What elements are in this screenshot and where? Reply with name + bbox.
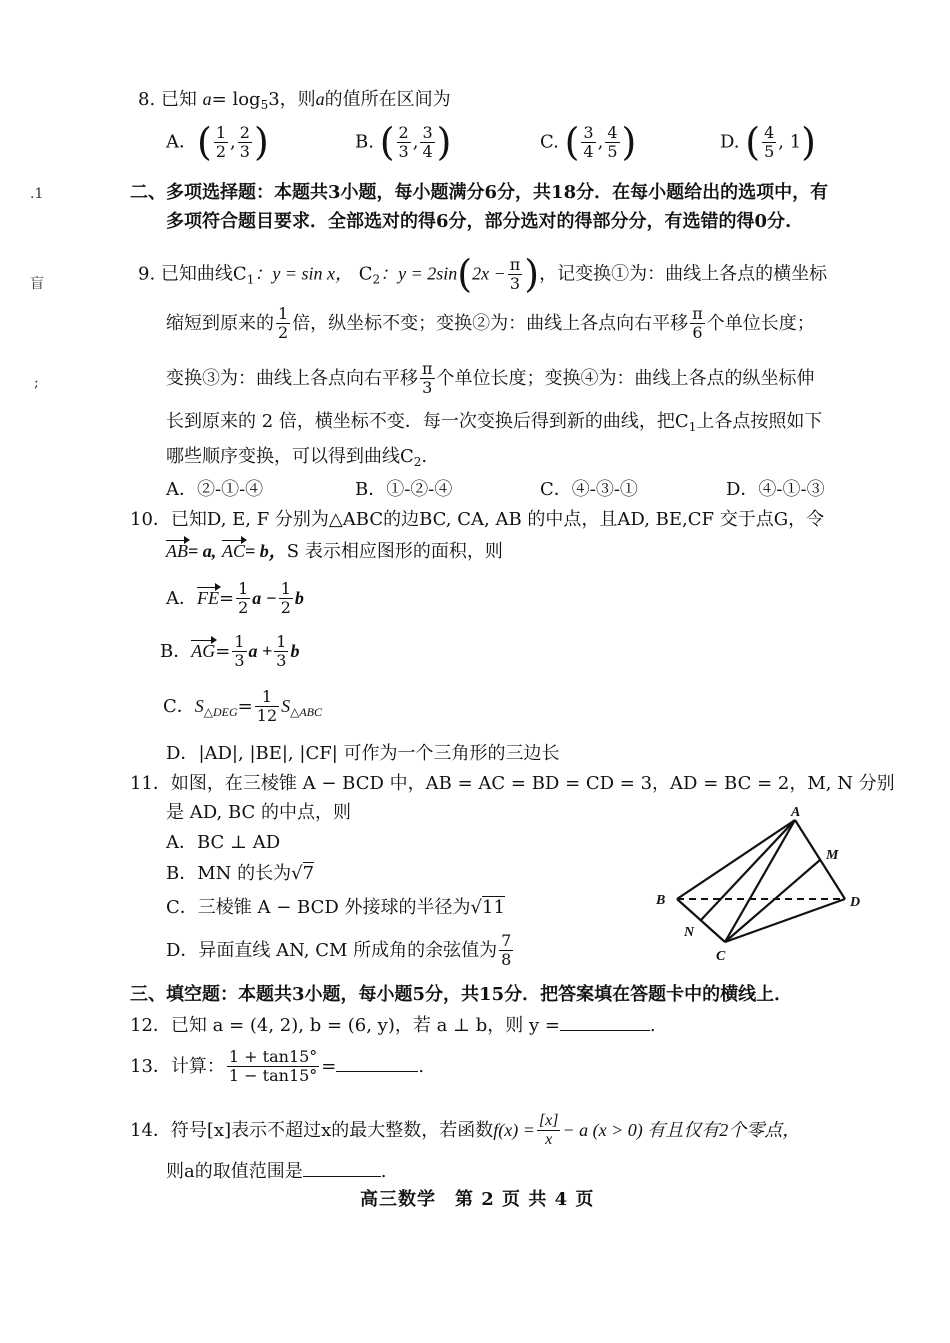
q10-line1: 10．已知D, E, F 分别为△ABC的边BC, CA, AB 的中点，且AD, BE,CF 交于点G，令	[130, 509, 825, 530]
q11-option-a: A．BC ⊥ AD	[166, 832, 281, 853]
section2-line1: 二、多项选择题：本题共3小题，每小题满分6分，共18分．在每小题给出的选项中，有	[130, 182, 829, 203]
segment-cm	[725, 860, 820, 942]
q13-number: 13．	[130, 1055, 171, 1077]
section2-line2: 多项符合题目要求．全部选对的得6分，部分选对的得部分分，有选错的得0分.	[166, 211, 792, 232]
q14-line1: 14．符号[x]表示不超过x的最大整数，若函数f(x) = $\frac{[x]}{x}$ − a (x > 0) 有且仅有2个零点，	[130, 1112, 801, 1149]
edge-ac	[725, 820, 795, 942]
q10-option-d: D．|AD|, |BE|, |CF| 可作为一个三角形的三边长	[166, 743, 560, 764]
q9-number: 9.	[138, 263, 156, 285]
q8-arg: 3	[268, 89, 280, 110]
q8-stem-end: 的值所在区间为	[324, 89, 451, 110]
q14-number: 14．	[130, 1119, 171, 1141]
label-n: N	[684, 925, 695, 940]
margin-mark-1: .1	[30, 186, 44, 202]
q8-b-label: B.	[355, 131, 374, 153]
q9-line4: 长到原来的 2 倍，横坐标不变．每一次变换后得到新的曲线，把$C_1$上各点按照如下	[166, 411, 823, 434]
q11-option-d: D．异面直线 AN, CM 所成角的余弦值为 $\frac{7}{8}$	[166, 931, 512, 970]
q10-line2: AB= a, AC= b，S 表示相应图形的面积，则	[166, 541, 503, 562]
q8-var-a: a	[202, 89, 212, 109]
edge-ab	[677, 820, 795, 899]
page-footer: 高三数学 第 2 页 共 4 页	[360, 1189, 595, 1210]
q12-answer-blank[interactable]	[560, 1014, 650, 1031]
q10-option-c: C．$S_{\triangle DEG}=$ $\frac{1}{12}$ $S_{\triangle ABC}$	[163, 687, 323, 726]
margin-mark-2: 盲	[30, 276, 44, 292]
q8-d-label: D.	[720, 131, 740, 153]
label-m: M	[826, 848, 839, 863]
q8-option-c: C. ( $\frac{3}{4}$ , $\frac{4}{5}$ )	[540, 120, 637, 164]
q8-c-label: C.	[540, 131, 559, 153]
q11-line2: 是 AD, BC 的中点，则	[166, 802, 352, 823]
q13: 13．计算： $\frac{1 + \tan 15^\circ}{1 - \tan 15^\circ}$ = .	[130, 1047, 425, 1086]
q9-option-b: B．①-②-④	[355, 479, 453, 500]
q8-base: 5	[260, 98, 269, 112]
label-b: B	[656, 893, 666, 908]
q9-line5: 哪些顺序变换，可以得到曲线$C_2$.	[166, 446, 428, 469]
edge-cd	[725, 899, 845, 942]
margin-mark-3: ;	[34, 375, 39, 391]
q12-number: 12．	[130, 1015, 171, 1036]
tetrahedron-figure	[650, 800, 880, 970]
q9-option-a: A．②-①-④	[166, 479, 264, 500]
q8-number: 8.	[138, 89, 156, 110]
label-d: D	[850, 895, 861, 910]
q8-option-a: A．( $\frac{1}{2}$ , $\frac{2}{3}$ )	[166, 120, 269, 164]
segment-an	[701, 820, 795, 920]
section3-header: 三、填空题：本题共3小题，每小题5分，共15分．把答案填在答题卡中的横线上．	[130, 984, 793, 1005]
q9-option-c: C．④-③-①	[540, 479, 638, 500]
q13-answer-blank[interactable]	[336, 1055, 418, 1072]
label-c: C	[716, 949, 726, 964]
q9-line1: 9. 已知曲线$C_1$：y = sin x， $C_2$：y = 2sin(2x − $\frac{\pi}{3}$ )，记变换①为：曲线上各点的横坐标	[138, 252, 828, 296]
q10-number: 10．	[130, 509, 171, 530]
q14-answer-blank[interactable]	[303, 1160, 381, 1177]
q8-stem	[138, 88, 451, 114]
q11-line1: 11．如图，在三棱锥 A − BCD 中，AB = AC = BD = CD = 3，AD = BC = 2，M, N 分别	[130, 773, 895, 794]
q14-line2: 则a的取值范围是 .	[166, 1161, 387, 1182]
q10-option-b: B．AG= $\frac{1}{3}$ a + $\frac{1}{3}$ b	[160, 632, 300, 671]
q8-var-a2: a	[315, 89, 325, 109]
q8-eq: = log	[211, 89, 261, 110]
q10-option-a: A．FE= $\frac{1}{2}$ a − $\frac{1}{2}$ b	[166, 579, 304, 618]
q9-line3: 变换③为：曲线上各点向右平移 $\frac{\pi}{3}$ 个单位长度；变换④为：曲线上各点的纵坐标伸	[166, 359, 815, 398]
q9-line2: 缩短到原来的 $\frac{1}{2}$ 倍，纵坐标不变；变换②为：曲线上各点向右平移 $\frac{\pi}{6}$ 个单位长度；	[166, 304, 815, 343]
q11-option-b: B．MN 的长为√7	[166, 863, 315, 884]
q8-a-label: A．	[166, 131, 197, 153]
q11-option-c: C．三棱锥 A − BCD 外接球的半径为√11	[166, 897, 505, 918]
q8-stem-mid: ，则	[279, 89, 316, 110]
q8-option-d: D. ( $\frac{4}{5}$ , 1)	[720, 120, 816, 164]
label-a: A	[791, 805, 801, 820]
q11-number: 11．	[130, 773, 171, 794]
q12: 12．已知 a = (4, 2), b = (6, y)，若 a ⊥ b，则 y = .	[130, 1015, 656, 1036]
q9-option-d: D．④-①-③	[726, 479, 825, 500]
q8-stem-pre: 已知	[160, 89, 197, 110]
q8-option-b: B. ( $\frac{2}{3}$ , $\frac{3}{4}$ )	[355, 120, 452, 164]
